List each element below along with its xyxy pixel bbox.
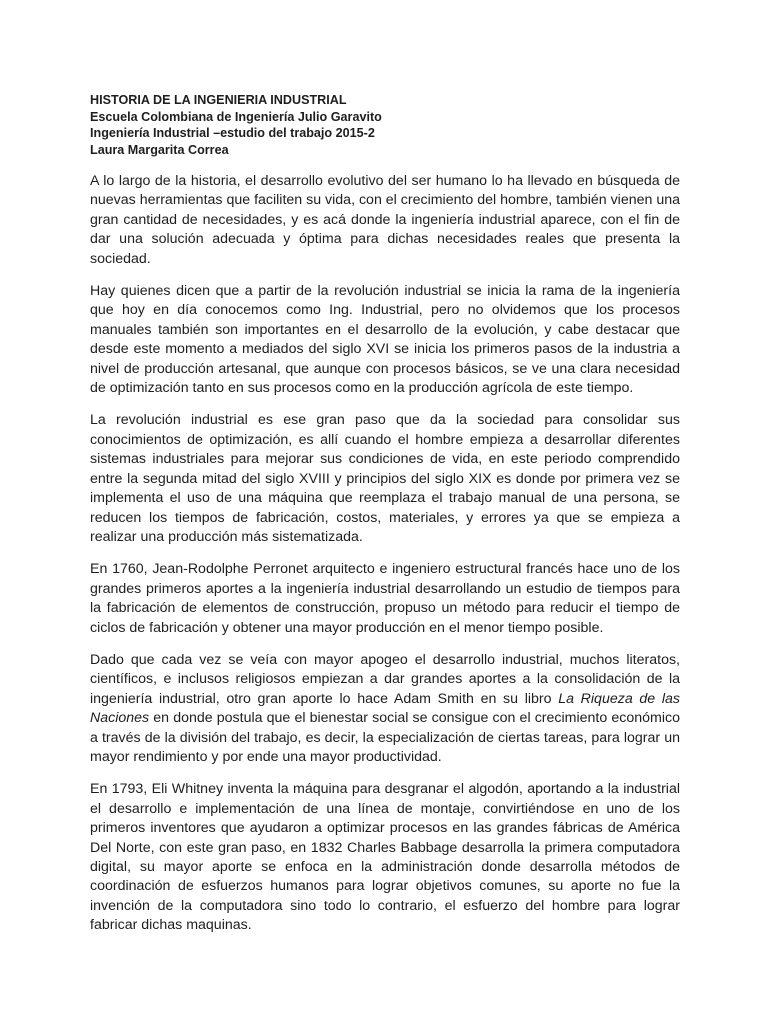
paragraph-5	[90, 651, 680, 767]
paragraph-1: A lo largo de la historia, el desarrollo evolutivo del ser humano lo ha llevado en búsqueda de nuevas herramientas que faciliten su vida, con el crecimiento del hombre, también vienen una gran cantidad de necesidades, y es acá donde la ingeniería industrial aparece, con el fin de dar una solución adecuada y óptima para dichas necesidades reales que presenta la sociedad.	[90, 173, 680, 267]
document-body	[90, 172, 680, 936]
paragraph-3: La revolución industrial es ese gran paso que da la sociedad para consolidar sus conocimientos de optimización, es allí cuando el hombre empieza a desarrollar diferentes sistemas industriales para mejorar sus condiciones de vida, en este periodo comprendido entre la segunda mitad del siglo XVIII y principios del siglo XIX es donde por primera vez se implementa el uso de una máquina que reemplaza el trabajo manual de una persona, se reducen los tiempos de fabricación, costos, materiales, y errores ya que se empieza a realizar una producción más sistematizada.	[90, 412, 680, 545]
author-name: Laura Margarita Correa	[90, 142, 229, 157]
book-title: La Riqueza de las Naciones	[90, 690, 680, 727]
paragraph-6: En 1793, Eli Whitney inventa la máquina para desgranar el algodón, aportando a la industrial el desarrollo e implementación de una línea de montaje, convirtiéndose en uno de los primeros inventores que ayudaron a optimizar procesos en las grandes fábricas de América Del Norte, con este gran paso, en 1832 Charles Babbage desarrolla la primera computadora digital, su mayor aporte se enfoca en la administración donde desarrolla métodos de coordinación de esfuerzos humanos para lograr objetivos comunes, su aporte no fue la invención de la computadora sino todo lo contrario, el esfuerzo del hombre para lograr fabricar dichas maquinas.	[90, 781, 680, 934]
paragraph-4: En 1760, Jean-Rodolphe Perronet arquitecto e ingeniero estructural francés hace uno de los grandes primeros aportes a la ingeniería industrial desarrollando un estudio de tiempos para la fabricación de elementos de construcción, propuso un método para reducir el tiempo de ciclos de fabricación y obtener una mayor producción en el menor tiempo posible.	[90, 561, 680, 636]
course-name: Ingeniería Industrial –estudio del trabajo 2015-2	[90, 126, 375, 140]
document-title: HISTORIA DE LA INGENIERIA INDUSTRIAL	[90, 93, 347, 107]
institution-name: Escuela Colombiana de Ingeniería Julio Garavito	[90, 109, 382, 124]
paragraph-5-text-after: en donde postula que el bienestar social se consigue con el crecimiento económico a través de la división del trabajo, es decir, la especialización de ciertas tareas, para lograr un mayor rendimiento y por ende una mayor productividad.	[90, 710, 680, 765]
document-header	[90, 92, 680, 158]
paragraph-5-text-before: Dado que cada vez se veía con mayor apogeo el desarrollo industrial, muchos literatos, científicos, e inclusos religiosos empiezan a dar grandes aportes a la consolidación de la ingeniería industrial, otro gran aporte lo hace Adam Smith en su libro	[90, 651, 680, 707]
paragraph-2: Hay quienes dicen que a partir de la revolución industrial se inicia la rama de la ingeniería que hoy en día conocemos como Ing. Industrial, pero no olvidemos que los procesos manuales también son importantes en el desarrollo de la evolución, y cabe destacar que desde este momento a mediados del siglo XVI se inicia los primeros pasos de la industria a nivel de producción artesanal, que aunque con procesos básicos, se ve una clara necesidad de optimización tanto en sus procesos como en la producción agrícola de este tiempo.	[90, 283, 680, 397]
document-page	[90, 92, 680, 949]
